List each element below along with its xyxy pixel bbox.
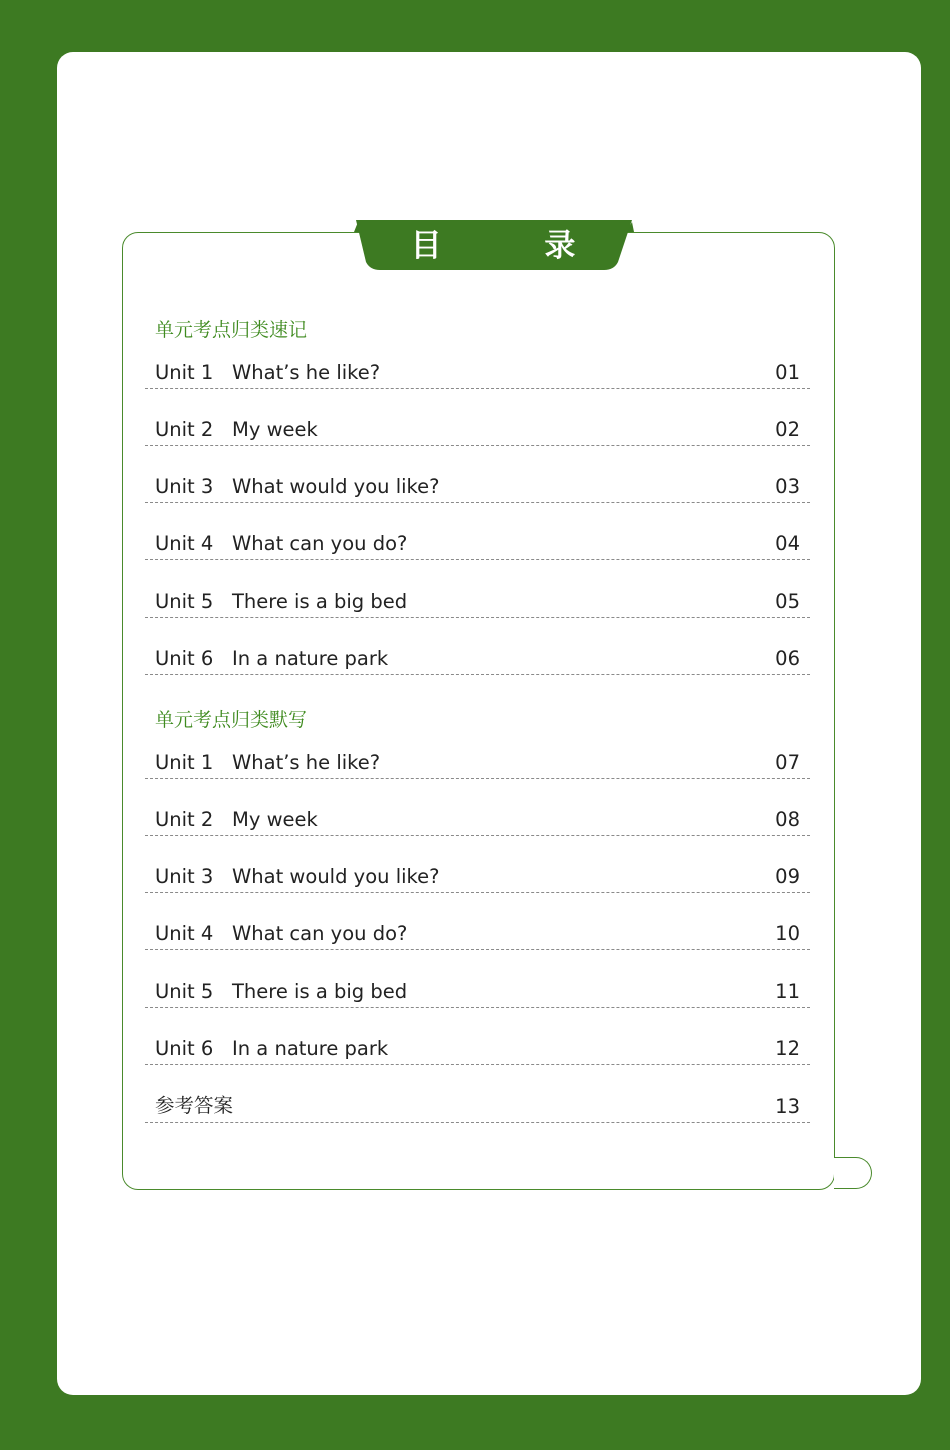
unit-title: What can you do? <box>232 532 408 555</box>
unit-title: What’s he like? <box>232 361 381 384</box>
page-number: 03 <box>775 475 800 498</box>
unit-title: What’s he like? <box>232 751 381 774</box>
unit-label: Unit 1 <box>155 751 214 774</box>
toc-entry[interactable] <box>145 910 810 950</box>
unit-title: My week <box>232 808 318 831</box>
section-heading-1: 单元考点归类速记 <box>155 319 308 341</box>
section-heading-2: 单元考点归类默写 <box>155 709 308 731</box>
toc-entry[interactable] <box>145 406 810 446</box>
toc-entry[interactable] <box>145 796 810 836</box>
page-title: 目 录 <box>410 228 622 264</box>
page-number: 12 <box>775 1037 800 1060</box>
toc-entry[interactable] <box>145 463 810 503</box>
unit-title: What would you like? <box>232 475 440 498</box>
unit-label: Unit 6 <box>155 1037 214 1060</box>
unit-label: Unit 3 <box>155 865 214 888</box>
title-banner <box>350 218 636 272</box>
unit-label: Unit 3 <box>155 475 214 498</box>
unit-title: My week <box>232 418 318 441</box>
toc-entry[interactable] <box>145 739 810 779</box>
unit-title: What can you do? <box>232 922 408 945</box>
unit-label: Unit 5 <box>155 980 214 1003</box>
toc-entry[interactable] <box>145 853 810 893</box>
scroll-curl <box>834 1157 872 1189</box>
page-number: 04 <box>775 532 800 555</box>
toc-entry[interactable] <box>145 578 810 618</box>
toc-entry[interactable] <box>145 968 810 1008</box>
unit-label: Unit 2 <box>155 418 214 441</box>
unit-label: Unit 4 <box>155 922 214 945</box>
unit-title: There is a big bed <box>232 980 408 1003</box>
unit-label: Unit 4 <box>155 532 214 555</box>
unit-title: In a nature park <box>232 1037 389 1060</box>
unit-title: What would you like? <box>232 865 440 888</box>
page-number: 06 <box>775 647 800 670</box>
unit-title: In a nature park <box>232 647 389 670</box>
toc-entry[interactable] <box>145 520 810 560</box>
page-number: 11 <box>775 980 800 1003</box>
page-number: 07 <box>775 751 800 774</box>
page-number: 09 <box>775 865 800 888</box>
page-number: 13 <box>775 1095 800 1118</box>
unit-label: Unit 5 <box>155 590 214 613</box>
page-number: 10 <box>775 922 800 945</box>
page-number: 08 <box>775 808 800 831</box>
page-number: 05 <box>775 590 800 613</box>
unit-label: Unit 6 <box>155 647 214 670</box>
unit-label: Unit 2 <box>155 808 214 831</box>
unit-title: There is a big bed <box>232 590 408 613</box>
toc-entry[interactable] <box>145 1025 810 1065</box>
answers-label: 参考答案 <box>155 1094 234 1117</box>
page-number: 01 <box>775 361 800 384</box>
unit-label: Unit 1 <box>155 361 214 384</box>
toc-entry-answers[interactable] <box>145 1083 810 1123</box>
page-number: 02 <box>775 418 800 441</box>
toc-entry[interactable] <box>145 635 810 675</box>
toc-entry[interactable] <box>145 349 810 389</box>
